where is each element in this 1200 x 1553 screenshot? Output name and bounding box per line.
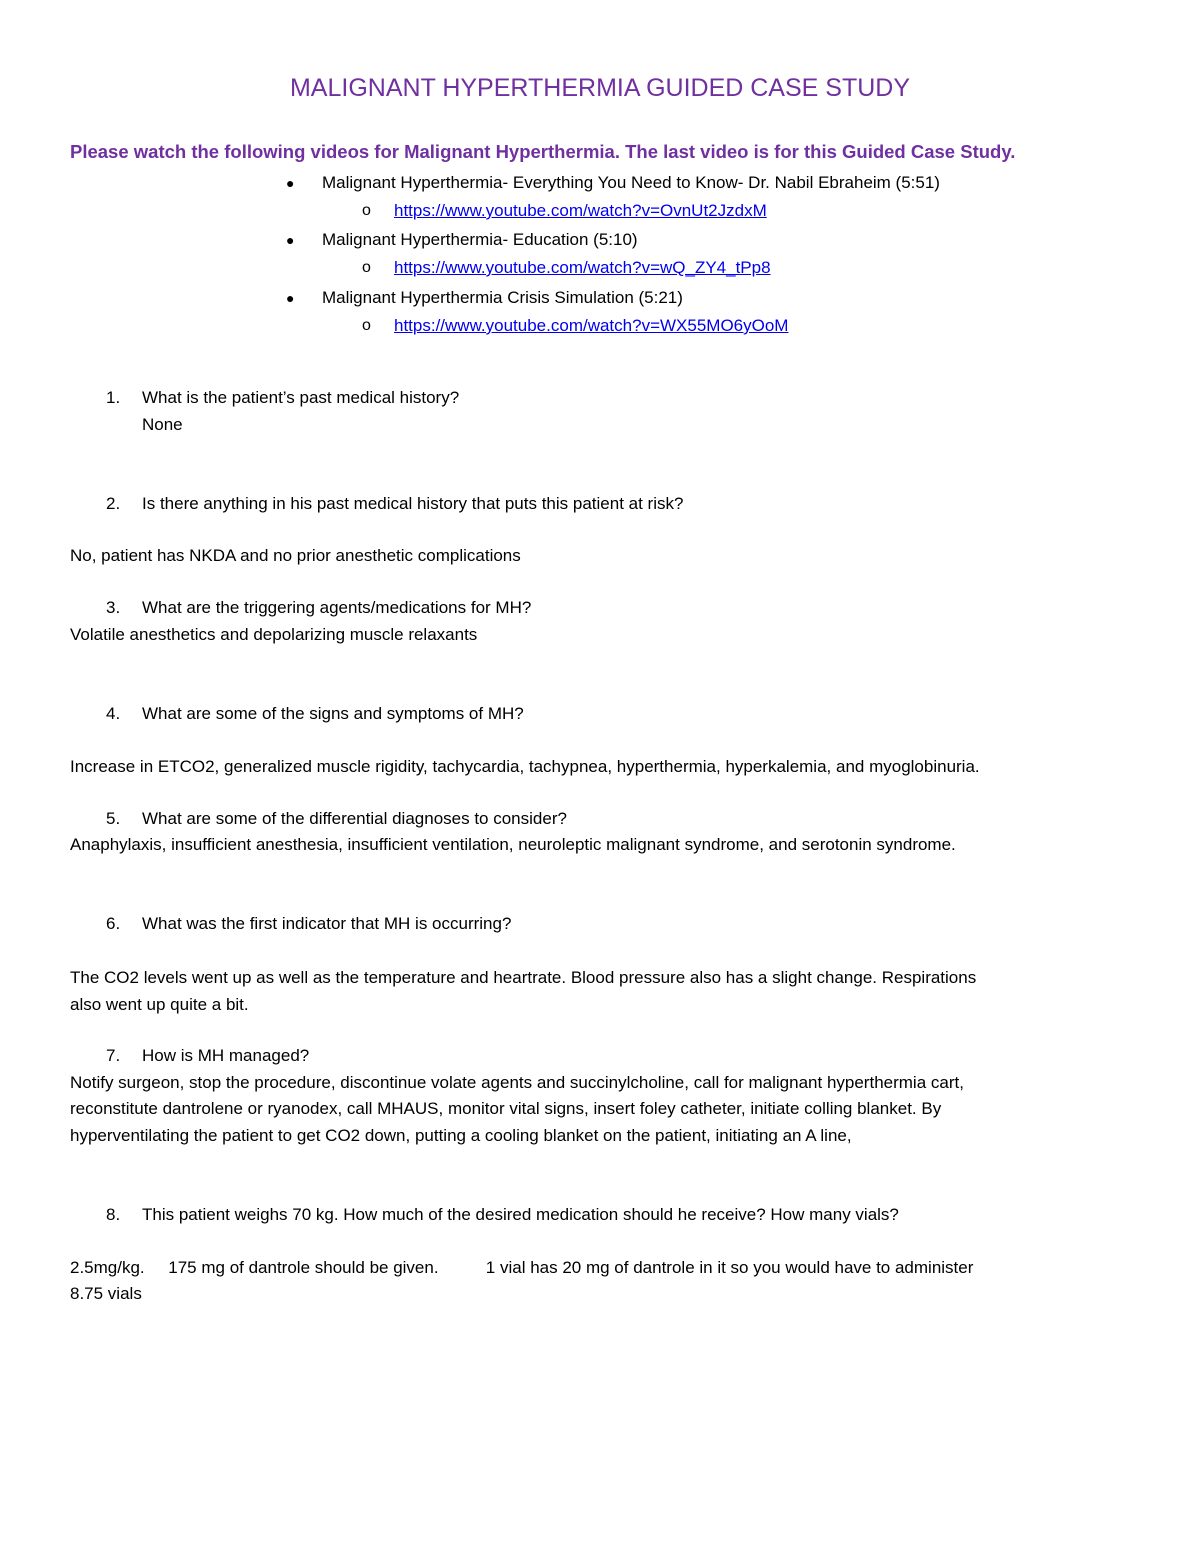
question-number: 2. bbox=[106, 494, 121, 513]
bullet-icon: ● bbox=[286, 290, 295, 306]
bullet-icon: ● bbox=[286, 175, 295, 191]
question-number: 8. bbox=[106, 1205, 121, 1224]
question-6: What was the first indicator that MH is occurring? bbox=[142, 914, 512, 933]
question-1: What is the patient’s past medical history? bbox=[142, 388, 460, 407]
intro-text: Please watch the following videos for Malignant Hyperthermia. The last video is for this Guided Case Study. bbox=[70, 141, 1016, 162]
question-number: 3. bbox=[106, 598, 121, 617]
document-title: MALIGNANT HYPERTHERMIA GUIDED CASE STUDY bbox=[289, 74, 911, 102]
question-5: What are some of the differential diagnoses to consider? bbox=[142, 809, 567, 828]
answer-8-line-2: 8.75 vials bbox=[70, 1284, 142, 1303]
question-8: This patient weighs 70 kg. How much of the desired medication should he receive? How many vials? bbox=[142, 1205, 899, 1224]
question-3: What are the triggering agents/medications for MH? bbox=[142, 598, 532, 617]
answer-2: No, patient has NKDA and no prior anesthetic complications bbox=[70, 546, 521, 565]
video-link-3[interactable]: https://www.youtube.com/watch?v=WX55MO6yOoM bbox=[394, 316, 789, 335]
question-2: Is there anything in his past medical history that puts this patient at risk? bbox=[142, 494, 684, 513]
question-4: What are some of the signs and symptoms of MH? bbox=[142, 704, 524, 723]
video-link-1[interactable]: https://www.youtube.com/watch?v=OvnUt2JzdxM bbox=[394, 201, 767, 220]
answer-7-line-1: Notify surgeon, stop the procedure, discontinue volate agents and succinylcholine, call for malignant hyperthermia cart, bbox=[70, 1073, 964, 1092]
video-link-2[interactable]: https://www.youtube.com/watch?v=wQ_ZY4_tPp8 bbox=[394, 258, 771, 277]
video-label-3: Malignant Hyperthermia Crisis Simulation (5:21) bbox=[322, 288, 683, 307]
answer-6-line-2: also went up quite a bit. bbox=[70, 995, 249, 1014]
answer-7-line-3: hyperventilating the patient to get CO2 down, putting a cooling blanket on the patient, initiating an A line, bbox=[70, 1126, 852, 1145]
question-number: 6. bbox=[106, 914, 121, 933]
sub-bullet-icon: o bbox=[362, 259, 371, 276]
answer-3: Volatile anesthetics and depolarizing muscle relaxants bbox=[70, 625, 478, 644]
video-label-1: Malignant Hyperthermia- Everything You Need to Know- Dr. Nabil Ebraheim (5:51) bbox=[322, 173, 940, 192]
answer-8-line-1: 2.5mg/kg. 175 mg of dantrole should be given. 1 vial has 20 mg of dantrole in it so you would have to administer bbox=[70, 1258, 974, 1277]
bullet-icon: ● bbox=[286, 232, 295, 248]
answer-5: Anaphylaxis, insufficient anesthesia, insufficient ventilation, neuroleptic malignant syndrome, and serotonin syndrome. bbox=[70, 835, 956, 854]
sub-bullet-icon: o bbox=[362, 202, 371, 219]
answer-6-line-1: The CO2 levels went up as well as the temperature and heartrate. Blood pressure also has a slight change. Respirations bbox=[70, 968, 977, 987]
answer-1: None bbox=[142, 415, 183, 434]
answer-4: Increase in ETCO2, generalized muscle rigidity, tachycardia, tachypnea, hyperthermia, hyperkalemia, and myoglobinuria. bbox=[70, 757, 980, 776]
question-number: 5. bbox=[106, 809, 121, 828]
question-7: How is MH managed? bbox=[142, 1046, 310, 1065]
question-number: 1. bbox=[106, 388, 121, 407]
answer-7-line-2: reconstitute dantrolene or ryanodex, call MHAUS, monitor vital signs, insert foley catheter, initiate colling blanket. By bbox=[70, 1099, 942, 1118]
question-number: 4. bbox=[106, 704, 121, 723]
question-number: 7. bbox=[106, 1046, 121, 1065]
sub-bullet-icon: o bbox=[362, 317, 371, 334]
video-label-2: Malignant Hyperthermia- Education (5:10) bbox=[322, 230, 638, 249]
